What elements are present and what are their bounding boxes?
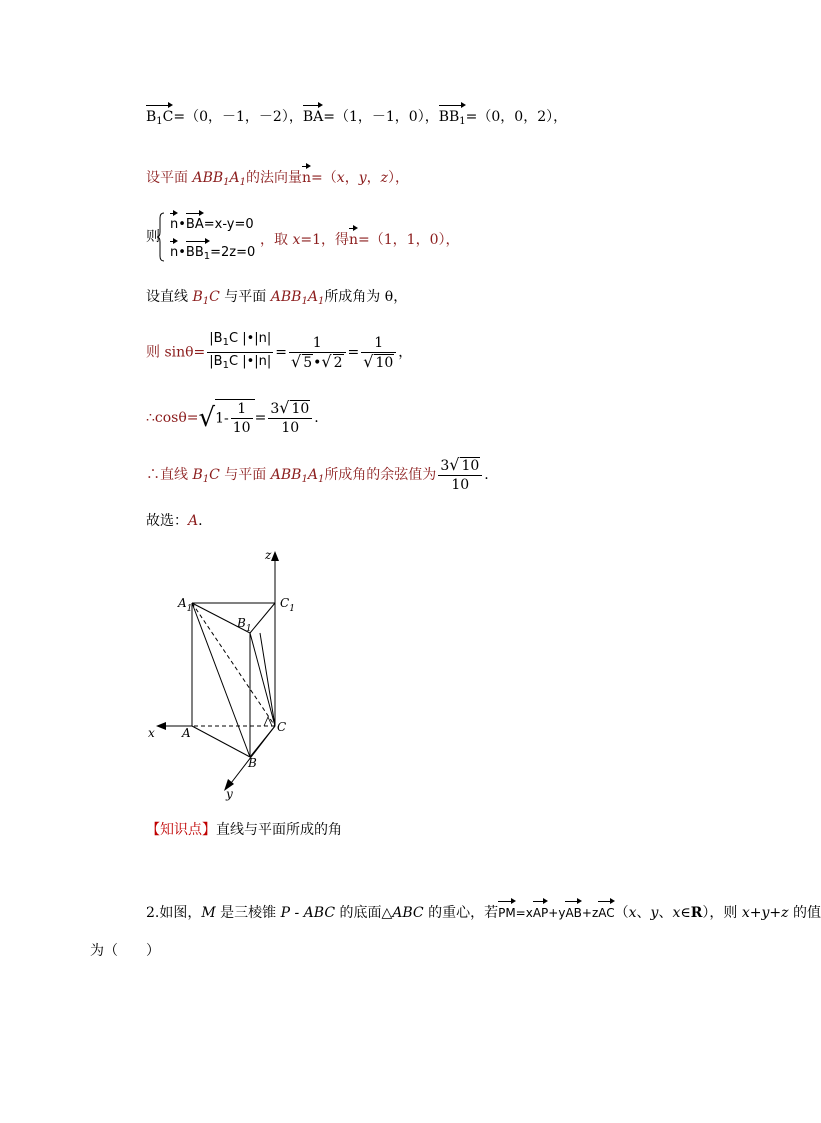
vector-b1c-value: =（0，－1，－2）， xyxy=(173,109,303,125)
text: 设平面 xyxy=(146,170,193,186)
vector-b1c: $B_1C$ xyxy=(146,104,173,129)
normal-vector-line xyxy=(146,165,409,193)
result-fraction: $\frac{1}{√ 10}$ xyxy=(361,334,396,372)
z-arrow-icon xyxy=(271,551,279,561)
conclusion-fraction: $\frac{3√ 10}{10}$ xyxy=(438,456,482,494)
system-prefix: 则 xyxy=(146,229,160,245)
knowledge-tag: 【知识点】 xyxy=(146,822,216,838)
vector-n: n xyxy=(302,165,311,185)
knowledge-text: 直线与平面所成的角 xyxy=(216,822,342,838)
conclusion-line: ∴直线 $B_1C$ 与平面 $ABB_1A_1$所成角的余弦值为 $\frac{3√ 10}{10}$ . xyxy=(146,455,489,493)
vector-ab: AB xyxy=(565,900,581,920)
vector-ba: BA xyxy=(303,104,323,124)
x-arrow-icon xyxy=(156,722,166,730)
vector-ba: BA xyxy=(186,212,204,232)
label-a: A xyxy=(182,726,191,740)
text: ）， xyxy=(388,170,409,186)
answer-line: 故选：A. xyxy=(146,513,203,529)
label-z: z xyxy=(265,548,272,562)
label-b1: $B_1$ xyxy=(237,616,252,634)
vector-n: n xyxy=(349,227,358,247)
knowledge-point xyxy=(146,819,342,839)
label-b: B xyxy=(248,756,257,770)
text: ， xyxy=(366,170,381,186)
question-2-continued: 为（ ） xyxy=(90,943,160,959)
vector-ac: AC xyxy=(598,900,614,920)
vector-pm: PM xyxy=(498,900,516,920)
label-c: C xyxy=(277,720,287,734)
plane-name: $ABB_1A_1$ xyxy=(192,170,247,188)
cos-result-fraction: $\frac{3√ 10}{10}$ xyxy=(268,399,312,437)
label-y: y xyxy=(226,787,233,801)
vector-bb1: $BB_1$ xyxy=(186,240,210,264)
text: 的法向量 xyxy=(246,170,303,186)
question-2: 2.如图，M 是三棱锥 P - ABC 的底面△ABC 的重心，若PM=xAP+yAB+zAC（x、y、x∈R），则 x+y+z 的值 xyxy=(146,900,821,922)
label-c1: $C_1$ xyxy=(280,596,295,614)
label-x: x xyxy=(148,726,155,740)
var-x: x xyxy=(336,170,345,186)
vector-bb1: $BB_1$ xyxy=(439,104,466,129)
take-x-line: ，取 x=1，得n=（1，1，0）， xyxy=(260,227,459,250)
cos-formula: ∴cosθ=√1- $\frac{1}{10}$ = $\frac{3√ 10}{10}$ . xyxy=(146,398,319,436)
vector-line xyxy=(146,104,567,129)
left-brace-icon xyxy=(157,212,165,262)
angle-setup-line: 设直线 $B_1C$ 与平面 $ABB_1A_1$所成角为 θ， xyxy=(146,289,408,307)
text: ， xyxy=(344,170,359,186)
system-row-2: $n•BB_1=2z=0$ xyxy=(170,240,255,264)
var-z: z xyxy=(380,170,388,186)
text: =（ xyxy=(311,170,337,186)
sin-formula: 则 sinθ= $\frac{|B_1C |•|n|}{|B_1C |•|n|}$ = $\frac{1}{√ 5•√ 2}$ = $\frac{1}{√ 10}$ ， xyxy=(146,330,412,370)
sqrt-fraction: $\frac{1}{√ 5•√ 2}$ xyxy=(289,334,346,372)
vector-ap: AP xyxy=(533,900,548,920)
prism-figure xyxy=(140,545,310,800)
sin-fraction: $\frac{|B_1C |•|n|}{|B_1C |•|n|}$ xyxy=(209,331,272,371)
vector-bb1-value: =（0，0，2）， xyxy=(465,109,568,125)
label-a1: $A_1$ xyxy=(178,596,193,614)
vector-n: n xyxy=(170,212,178,232)
system-row-1: n•BA=x-y=0 xyxy=(170,212,254,232)
var-y: y xyxy=(358,170,367,186)
vector-ba-value: =（1，－1，0）， xyxy=(323,109,439,125)
vector-n: n xyxy=(170,240,178,260)
